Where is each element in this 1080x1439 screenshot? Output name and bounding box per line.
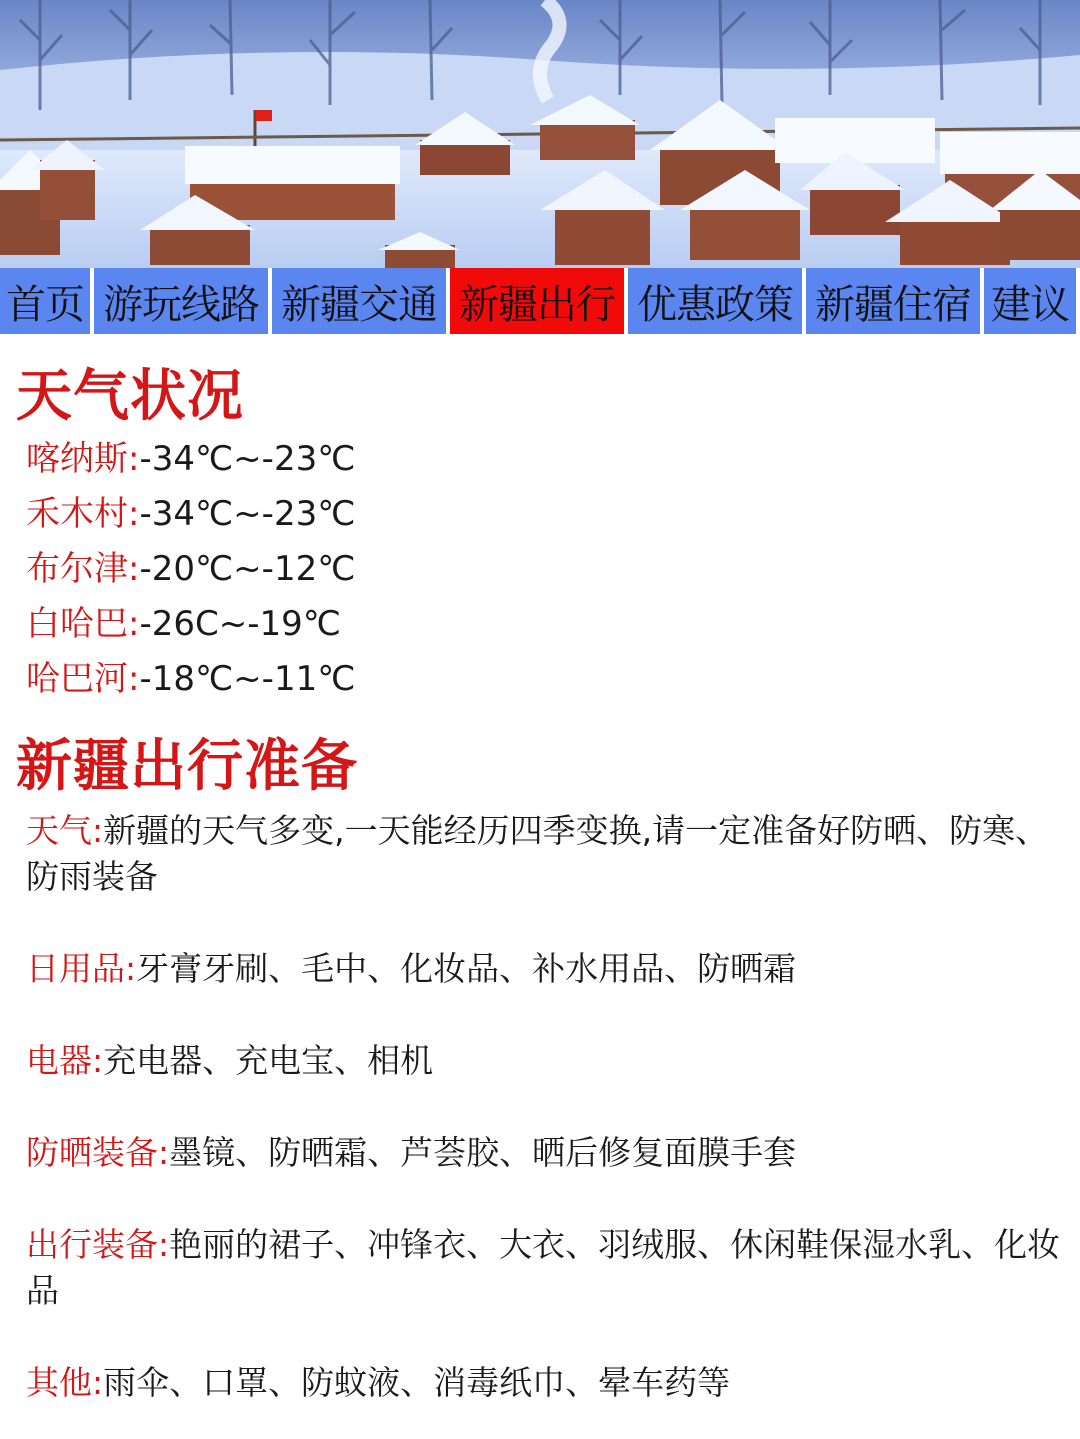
prep-text: 艳丽的裙子、冲锋衣、大衣、羽绒服、休闲鞋保湿水乳、化妆品 (26, 1225, 1061, 1310)
weather-place: 喀纳斯: (26, 439, 140, 479)
prep-label: 天气: (26, 811, 104, 850)
prep-label: 其他: (26, 1363, 104, 1402)
prep-text: 墨镜、防晒霜、芦荟胶、晒后修复面膜手套 (169, 1133, 797, 1172)
weather-place: 禾木村: (26, 494, 140, 534)
weather-list (26, 432, 355, 707)
weather-row (26, 652, 355, 707)
weather-range: -18℃~-11℃ (139, 659, 356, 699)
nav-tab-lodging[interactable]: 新疆住宿 (806, 268, 980, 334)
weather-place: 白哈巴: (26, 604, 140, 644)
prep-text: 新疆的天气多变,一天能经历四季变换,请一定准备好防晒、防寒、防雨装备 (26, 811, 1049, 896)
prep-item-electronics (26, 1038, 1066, 1084)
weather-row (26, 487, 355, 542)
prep-item-sun-protection (26, 1130, 1066, 1176)
prep-item-weather (26, 808, 1066, 900)
prep-label: 防晒装备: (26, 1133, 170, 1172)
main-nav (0, 268, 1080, 334)
weather-row (26, 432, 355, 487)
weather-range: -20℃~-12℃ (139, 549, 356, 589)
weather-place: 哈巴河: (26, 659, 140, 699)
prep-text: 雨伞、口罩、防蚊液、消毒纸巾、晕车药等 (103, 1363, 731, 1402)
weather-row (26, 542, 355, 597)
prep-section-title: 新疆出行准备 (16, 734, 358, 799)
weather-range: -26C~-19℃ (139, 604, 341, 644)
hero-banner-image (0, 0, 1080, 268)
nav-tab-home[interactable]: 首页 (0, 268, 90, 334)
nav-tab-discounts[interactable]: 优惠政策 (628, 268, 802, 334)
nav-tab-routes[interactable]: 游玩线路 (94, 268, 268, 334)
prep-text: 牙膏牙刷、毛中、化妆品、补水用品、防晒霜 (136, 949, 797, 988)
prep-label: 日用品: (26, 949, 137, 988)
nav-tab-travel[interactable]: 新疆出行 (450, 268, 624, 334)
nav-tab-suggestions[interactable]: 建议 (984, 268, 1076, 334)
weather-row (26, 597, 355, 652)
prep-text: 充电器、充电宝、相机 (103, 1041, 434, 1080)
prep-item-outfit (26, 1222, 1066, 1314)
prep-label: 出行装备: (26, 1225, 170, 1264)
prep-item-daily-goods (26, 946, 1066, 992)
nav-tab-transport[interactable]: 新疆交通 (272, 268, 446, 334)
weather-section-title: 天气状况 (16, 364, 244, 429)
weather-range: -34℃~-23℃ (139, 439, 356, 479)
weather-range: -34℃~-23℃ (139, 494, 356, 534)
weather-place: 布尔津: (26, 549, 140, 589)
prep-item-other (26, 1360, 1066, 1406)
prep-label: 电器: (26, 1041, 104, 1080)
